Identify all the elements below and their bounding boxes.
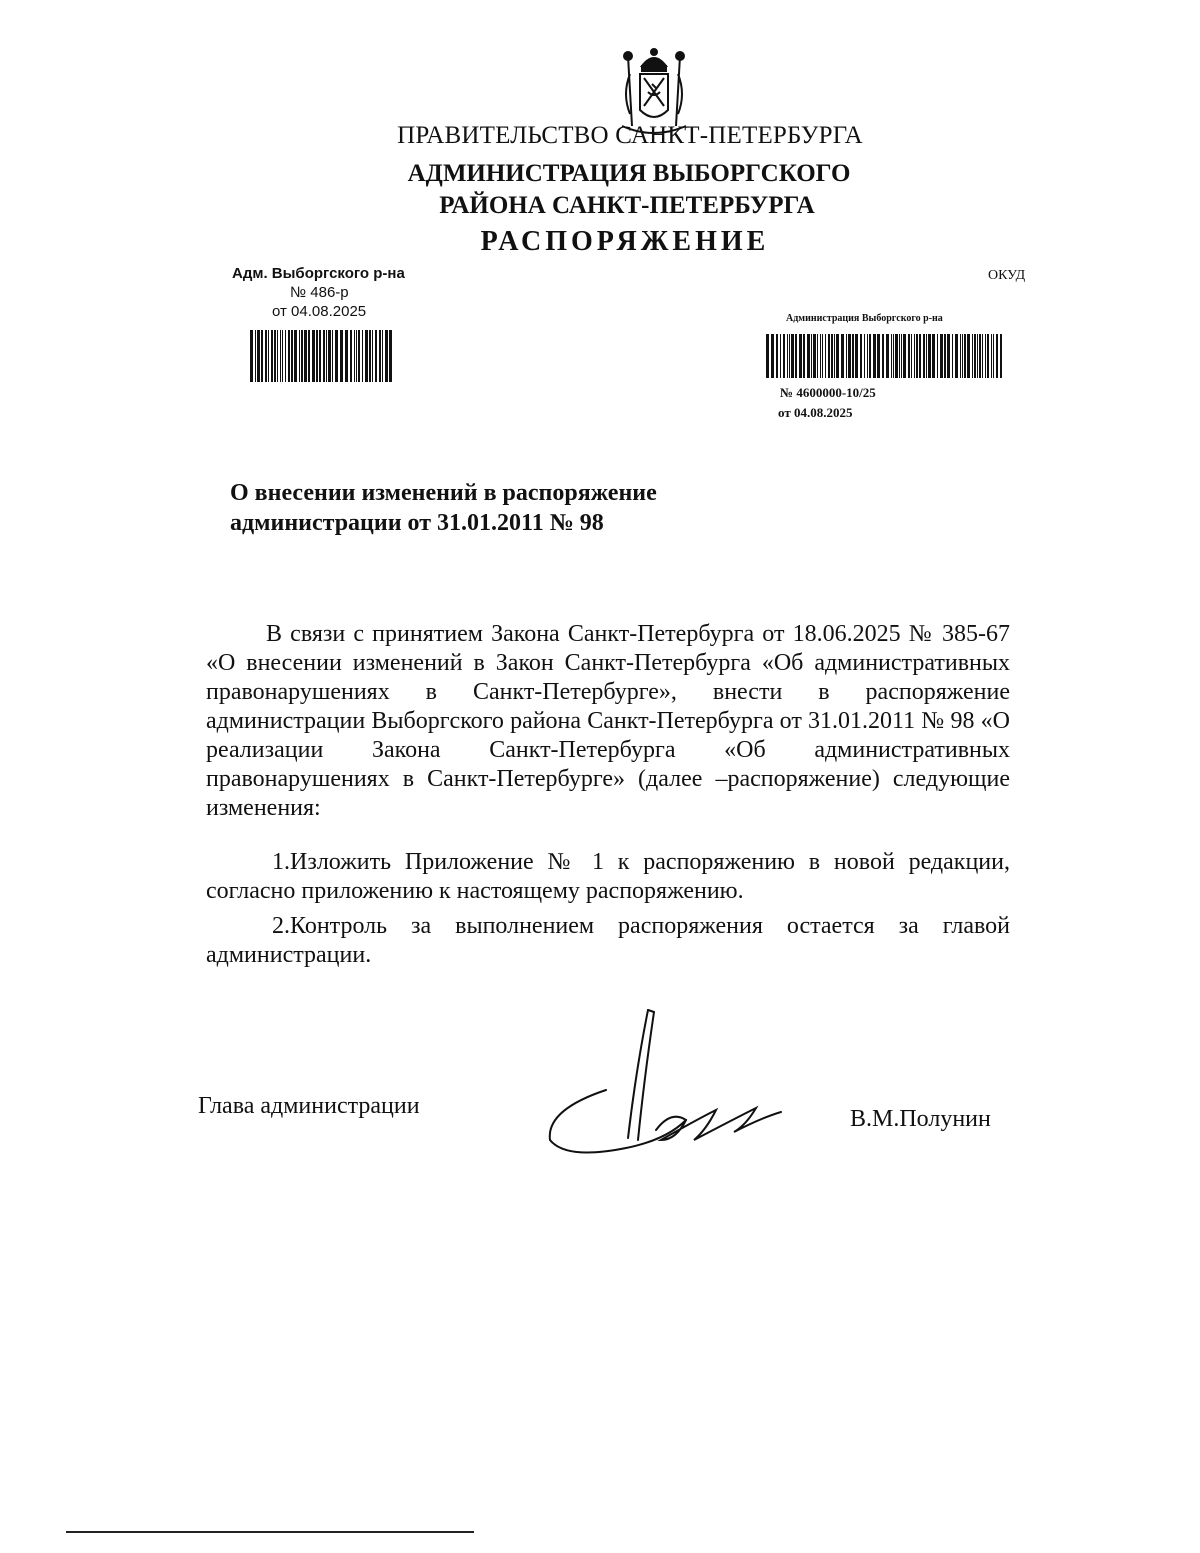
registration-stamp-left [232, 264, 432, 321]
barcode-left [250, 330, 392, 382]
body-paragraph: В связи с принятием Закона Санкт-Петербурга от 18.06.2025 № 385-67 «О внесении изменений в Закон Санкт-Петербурга «Об административных правонарушениях в Санкт-Петербурге», внести в распоряжение администрации Выборгского района Санкт-Петербурга от 31.01.2011 № 98 «О реализации Закона Санкт-Петербурга «Об административных правонарушениях в Санкт-Петербурге» (далее –распоряжение) следующие изменения: [206, 621, 1010, 821]
subject-line1: О внесении изменений в распоряжение [230, 480, 657, 506]
signatory-title: Глава администрации [198, 1093, 420, 1119]
registration-right-date: от 04.08.2025 [778, 405, 853, 420]
handwritten-signature [536, 1000, 796, 1160]
registration-org: Адм. Выборгского р-на [232, 265, 405, 282]
administration-title-line1: АДМИНИСТРАЦИЯ ВЫБОРГСКОГО [407, 160, 851, 187]
body-item-1: 1.Изложить Приложение № 1 к распоряжению в новой редакции, согласно приложению к настоящему распоряжению. [206, 849, 1010, 904]
footer-divider [66, 1531, 474, 1533]
subject-line2: администрации от 31.01.2011 № 98 [230, 510, 604, 536]
okud-label: ОКУД [988, 268, 1026, 283]
registration-date: от 04.08.2025 [272, 303, 367, 320]
registration-number: № 486-р [290, 284, 349, 301]
signatory-name: В.М.Полунин [850, 1106, 991, 1132]
government-title: ПРАВИТЕЛЬСТВО САНКТ-ПЕТЕРБУРГА [397, 122, 863, 149]
administration-title-line2: РАЙОНА САНКТ-ПЕТЕРБУРГА [439, 192, 815, 219]
body-item-2: 2.Контроль за выполнением распоряжения остается за главой администрации. [206, 913, 1010, 968]
document-type: РАСПОРЯЖЕНИЕ [480, 226, 770, 257]
registration-right-org: Администрация Выборгского р-на [786, 313, 943, 324]
document-subject [230, 478, 750, 538]
registration-right-number: № 4600000-10/25 [780, 385, 876, 400]
barcode-right [766, 334, 1002, 378]
